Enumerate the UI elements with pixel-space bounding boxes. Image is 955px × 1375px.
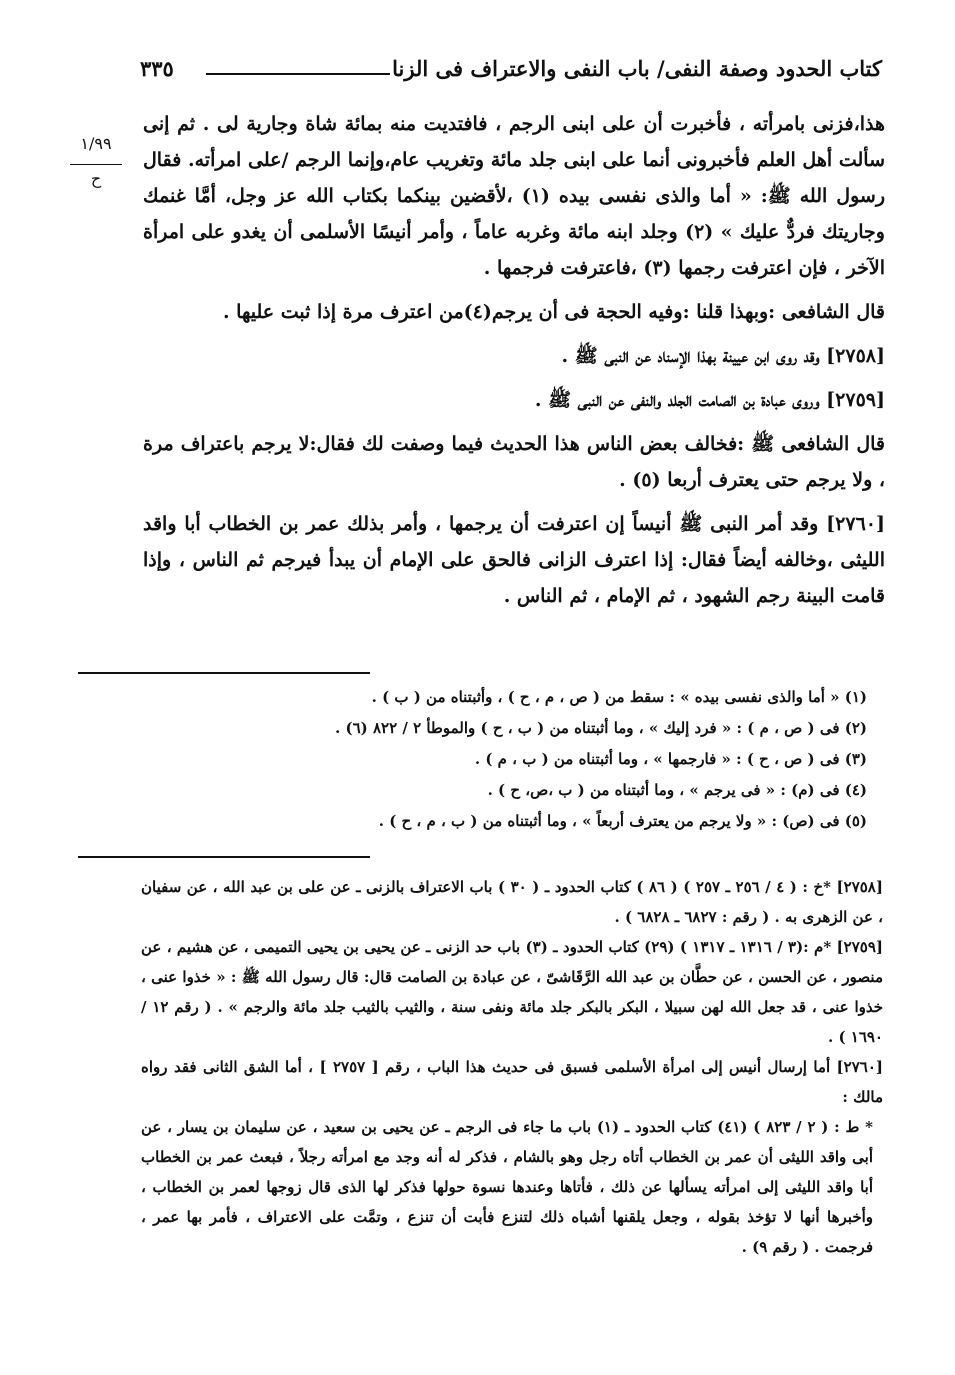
footnote-separator [78,672,370,674]
takhrij-text: أما إرسال أنيس إلى امرأة الأسلمى فسبق فى حديث هذا الباب ، رقم [ ٢٧٥٧ ] ، أما الشق الثانى فقد رواه مالك : [141,1058,883,1106]
margin-note-folio: ١/٩٩ [80,134,112,153]
running-header [140,56,882,94]
apparatus-footnotes [141,682,867,837]
margin-note-manuscript: ح [90,169,102,188]
paragraph-2758 [143,338,885,374]
takhrij-text: *خ : ( ٤ / ٢٥٦ ـ ٢٥٧ ) ( ٨٦ ) كتاب الحدود ـ ( ٣٠ ) باب الاعتراف بالزنى ـ عن على بن عبد الله ، عن سفيان ، عن الزهرى به . ( رقم : ٦٨٢٧ ـ ٦٨٢٨ ) . [141,878,883,926]
speaker-label: قال الشافعى [781,301,885,323]
hadith-number: [٢٧٥٩] [826,389,885,411]
paragraph-shafii-2 [143,426,885,498]
paragraph-text: وروى عبادة بن الصامت الجلد والنفى عن النبى ﷺ . [534,389,827,411]
takhrij-2759 [141,932,883,1052]
takhrij-malik: * ط : ( ٢ / ٨٢٣ ) (٤١) كتاب الحدود ـ (١) باب ما جاء فى الرجم ـ عن يحيى بن سعيد ، عن سليمان بن يسار ، عن أبى واقد الليثى أن عمر بن الخطاب أتاه رجل وهو بالشام ، فذكر له أنه وجد مع امرأته رجلاً ، فبعث عمر بن الخطاب أبا واقد الليثى إلى امرأته يسألها عن ذلك ، فأتاها وعندها نسوة حولها فذكر لها الذى قال زوجها لعمر بن الخطاب ، وأخبرها أنها لا تؤخذ بقوله ، وجعل يلقنها أشباه ذلك لتنزع فأبت أن تنزع ، وتمَّت على الاعتراف ، فأمر بها عمر ، فرجمت . ( رقم ٩) . [141,1118,873,1256]
takhrij-ref: [٢٧٦٠] [836,1058,883,1076]
takhrij-separator [78,856,370,858]
paragraph-shafii-1 [143,294,885,330]
paragraph-hadith: هذا،فزنى بامرأته ، فأخبرت أن على ابنى الرجم ، فافتديت منه بمائة شاة وجارية لى . ثم إنى سألت أهل العلم فأخبرونى أنما على ابنى جلد مائة وتغريب عام،وإنما الرجم /على امرأته. فقال رسول الله ﷺ: « أما والذى نفسى بيده (١) ،لأقضين بينكما بكتاب الله عز وجل، أمَّا غنمك وجاريتك فردٌّ عليك » (٢) وجلد ابنه مائة وغربه عاماً ، وأمر أنيسًا الأسلمى أن يغدو على امرأة الآخر ، فإن اعترفت رجمها (٣) ،فاعترفت فرجمها . [143,113,885,279]
hadith-number: [٢٧٥٨] [826,345,885,367]
header-title: كتاب الحدود وصفة النفى/ باب النفى والاعتراف فى الزنا [392,56,882,81]
main-text [143,106,885,622]
paragraph-2759 [143,382,885,418]
footnote-1: (١) « أما والذى نفسى بيده » : سقط من ( ص ، م ، ح ) ، وأثبتناه من ( ب ) . [371,688,867,706]
hadith-number: [٢٧٦٠] [826,513,885,535]
footnote-5: (٥) فى (ص) : « ولا يرجم من يعترف أربعاً » ، وما أثبتناه من ( ب ، م ، ح ) . [378,812,867,830]
paragraph-text: وقد أمر النبى ﷺ أنيساً إن اعترفت أن يرجمها ، وأمر بذلك عمر بن الخطاب أبا واقد الليثى ،وخالفه أيضاً فقال: إذا اعترف الزانى فالحق على الإمام أن يبدأ فيرجم ثم الناس ، وإذا قامت البينة رجم الشهود ، ثم الإمام ، ثم الناس . [143,513,885,607]
paragraph-text: :وبهذا قلنا :وفيه الحجة فى أن يرجم(٤)من اعترف مرة إذا ثبت عليها . [222,301,782,323]
takhrij-2758 [141,872,883,932]
takhrij-ref: [٢٧٥٨] [836,878,883,896]
paragraph-text: وقد روى ابن عيينة بهذا الإسناد عن النبى ﷺ . [561,345,827,367]
paragraph-2760 [143,506,885,614]
takhrij-2760 [141,1052,883,1112]
margin-note [70,134,122,189]
takhrij-notes [141,872,883,1262]
header-rule [206,73,390,75]
margin-note-rule [70,164,122,165]
footnote-4: (٤) فى (م) : « فى يرجم » ، وما أثبتناه من ( ب ،ص، ح ) . [487,781,867,799]
paragraph-text: :فخالف بعض الناس هذا الحديث فيما وصفت لك فقال:لا يرجم باعتراف مرة ، ولا يرجم حتى يعترف أربعا (٥) . [143,433,885,491]
page-number: ٣٣٥ [140,56,174,81]
footnote-3: (٣) فى ( ص ، ح ) : « فارجمها » ، وما أثبتناه من ( ب ، م ) . [474,750,867,768]
footnote-2: (٢) فى ( ص ، م ) : « فرد إليك » ، وما أثبتناه من ( ب ، ح ) والموطأ ٢ / ٨٢٢ (٦) . [335,719,867,737]
takhrij-text: *م :(٣ / ١٣١٦ ـ ١٣١٧ ) (٢٩) كتاب الحدود ـ (٣) باب حد الزنى ـ عن يحيى بن يحيى التميمى ، عن هشيم ، عن منصور ، عن الحسن ، عن حطَّان بن عبد الله الرَّقَاشىّ ، عن عبادة بن الصامت قال: قال رسول الله ﷺ : « خذوا عنى ، خذوا عنى ، قد جعل الله لهن سبيلا ، البكر بالبكر جلد مائة ونفى سنة ، والثيب بالثيب جلد مائة والرجم » . ( رقم ١٢ / ١٦٩٠ ) . [141,938,883,1046]
takhrij-ref: [٢٧٥٩] [836,938,883,956]
speaker-label: قال الشافعى ﷺ [751,433,885,455]
